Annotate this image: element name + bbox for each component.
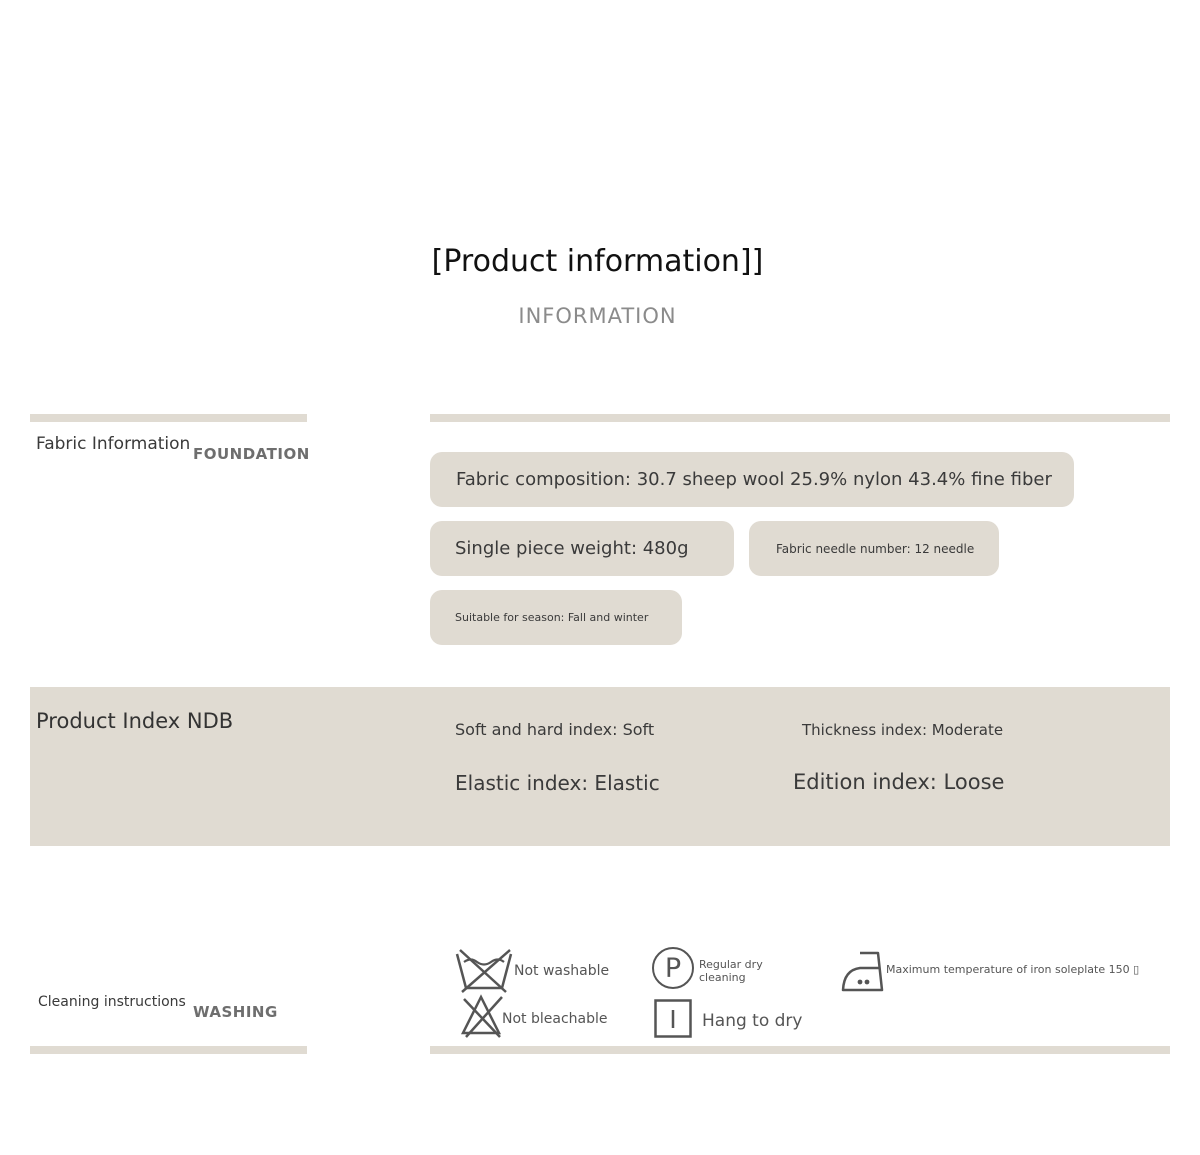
cleaning-left-divider (30, 1046, 307, 1054)
needle-pill (749, 521, 999, 576)
weight-text: Single piece weight: 480g (455, 538, 689, 559)
fabric-composition-text: Fabric composition: 30.7 sheep wool 25.9% nylon 43.4% fine fiber (456, 469, 1052, 490)
page-subtitle: INFORMATION (518, 304, 677, 328)
dry-clean-text-line1: Regular dry (699, 958, 763, 971)
no-wash-icon (454, 948, 514, 994)
fabric-left-divider (30, 414, 307, 422)
index-section-label: Product Index NDB (36, 709, 234, 733)
season-pill (430, 590, 682, 645)
season-text: Suitable for season: Fall and winter (455, 611, 649, 624)
dry-clean-text (699, 958, 763, 984)
page-title: [Product information]] (431, 244, 764, 279)
dry-clean-text-line2: cleaning (699, 971, 746, 984)
fabric-section-label: Fabric Information (36, 434, 191, 454)
not-bleachable-text: Not bleachable (502, 1011, 608, 1027)
cleaning-section-label-en: WASHING (193, 1003, 278, 1021)
edition-index: Edition index: Loose (793, 770, 1005, 794)
dry-clean-p-icon (652, 947, 694, 989)
no-bleach-icon (460, 993, 506, 1039)
thickness-index: Thickness index: Moderate (802, 721, 1004, 739)
needle-text: Fabric needle number: 12 needle (776, 541, 975, 556)
cleaning-right-divider (430, 1046, 1170, 1054)
fabric-composition-pill (430, 452, 1074, 507)
not-washable-text: Not washable (514, 963, 610, 979)
weight-pill (430, 521, 734, 576)
fabric-section-label-en: FOUNDATION (193, 445, 310, 463)
soft-hard-index: Soft and hard index: Soft (455, 720, 655, 739)
cleaning-section-label: Cleaning instructions (38, 994, 186, 1010)
elastic-index: Elastic index: Elastic (455, 771, 660, 795)
iron-icon (840, 950, 886, 994)
hang-dry-icon (654, 999, 692, 1039)
dry-clean-letter: P (664, 952, 682, 984)
hang-to-dry-text: Hang to dry (702, 1011, 803, 1031)
fabric-right-divider (430, 414, 1170, 422)
iron-text: Maximum temperature of iron soleplate 150 ▯ (886, 963, 1140, 976)
